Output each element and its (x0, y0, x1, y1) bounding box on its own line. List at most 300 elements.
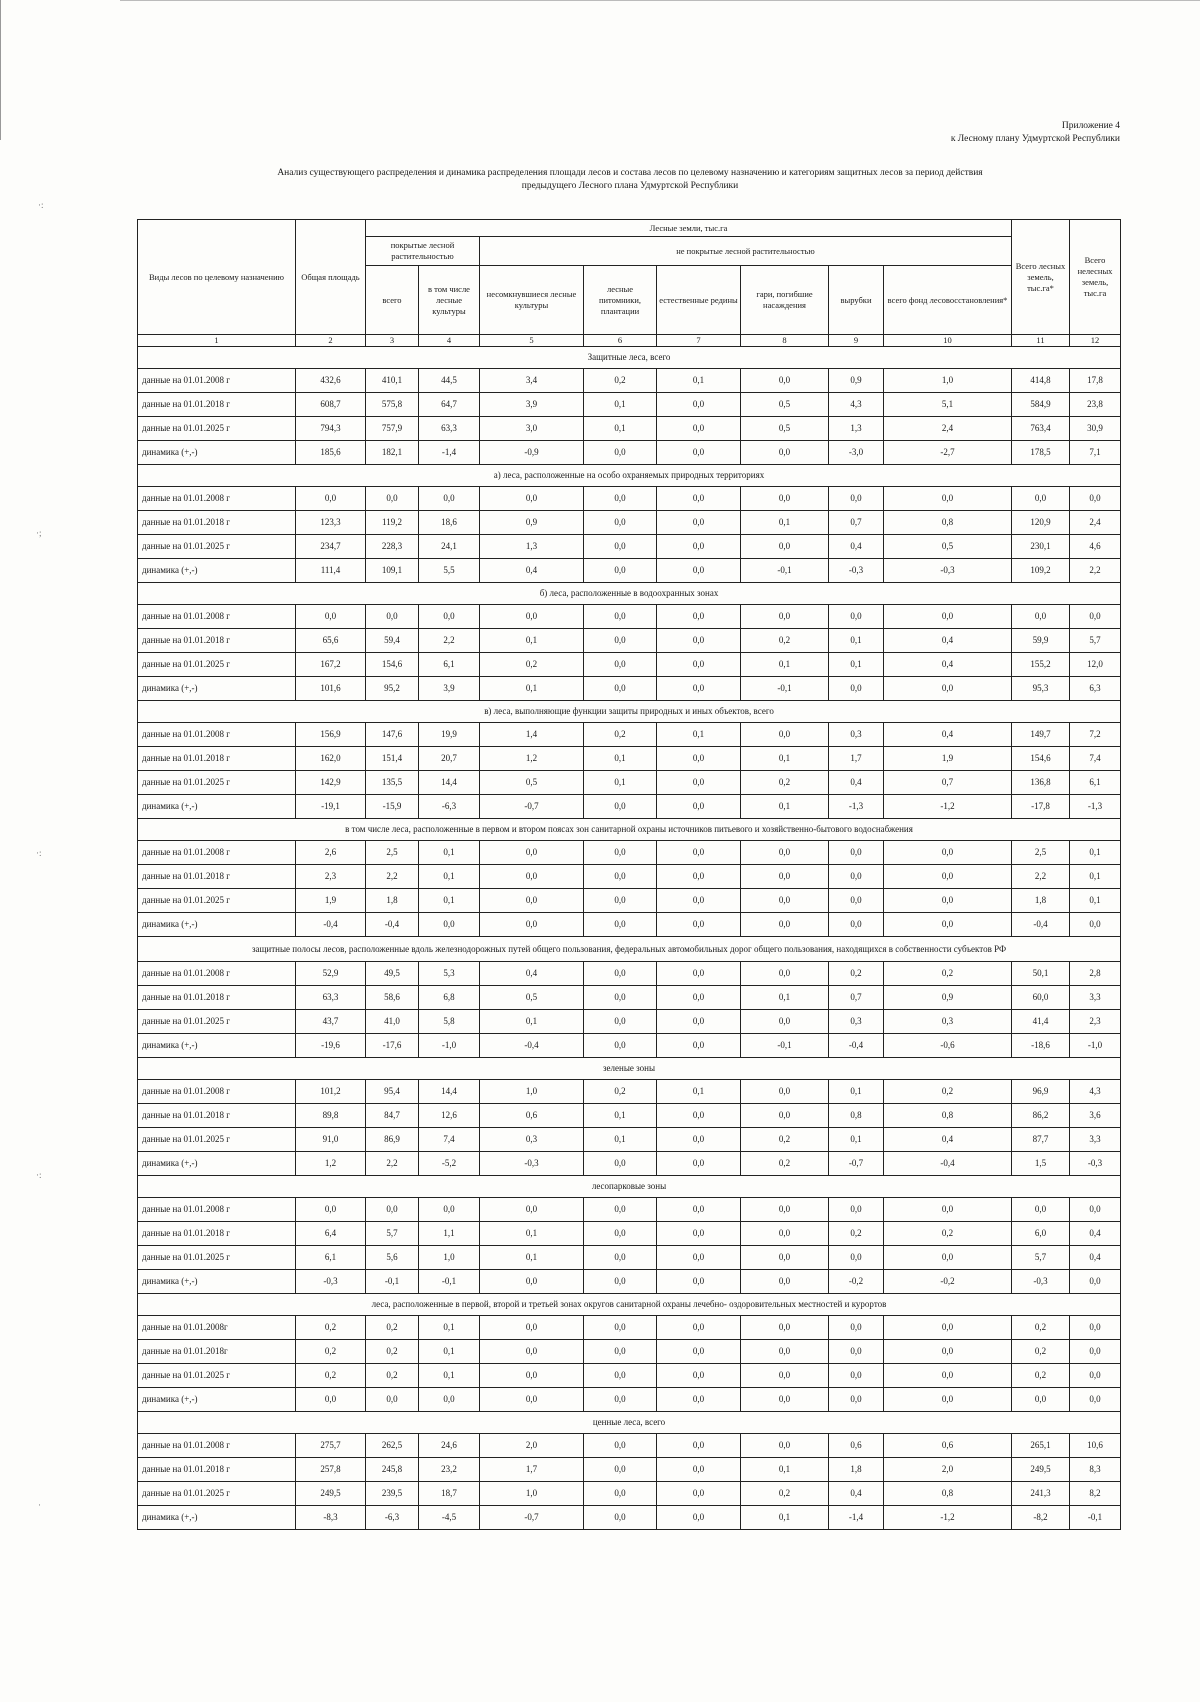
table-cell: 5,1 (884, 393, 1012, 417)
table-cell: 0,2 (1012, 1316, 1070, 1340)
table-cell: 1,4 (480, 723, 584, 747)
table-cell: 0,0 (657, 1010, 741, 1034)
table-cell: 14,4 (419, 1080, 480, 1104)
table-cell: 8,2 (1070, 1482, 1121, 1506)
table-cell: 0,0 (584, 795, 657, 819)
section-title: в) леса, выполняющие функции защиты природных и иных объектов, всего (138, 701, 1121, 723)
table-cell: 5,3 (419, 962, 480, 986)
table-cell: -0,2 (884, 1270, 1012, 1294)
row-label: данные на 01.01.2008 г (138, 723, 296, 747)
table-cell: 3,3 (1070, 986, 1121, 1010)
table-cell: 0,0 (829, 605, 884, 629)
table-cell: 6,1 (1070, 771, 1121, 795)
row-label: данные на 01.01.2025 г (138, 653, 296, 677)
appendix-line-1: Приложение 4 (1061, 121, 1120, 131)
table-cell: 0,0 (584, 1506, 657, 1530)
table-cell: 0,0 (480, 1270, 584, 1294)
column-number-row (138, 335, 1121, 347)
table-cell: -1,2 (884, 795, 1012, 819)
table-cell: 12,0 (1070, 653, 1121, 677)
table-cell: 0,0 (584, 1364, 657, 1388)
header-reforest-fund: всего фонд лесовосстановления* (884, 266, 1012, 335)
table-cell: 1,5 (1012, 1152, 1070, 1176)
table-cell: 0,0 (366, 605, 419, 629)
row-label: данные на 01.01.2008 г (138, 1080, 296, 1104)
table-cell: 0,1 (419, 1316, 480, 1340)
table-cell: 0,0 (657, 1270, 741, 1294)
section-header-row (138, 583, 1121, 605)
table-cell: 0,5 (480, 986, 584, 1010)
table-cell: 0,0 (657, 487, 741, 511)
row-label: динамика (+,-) (138, 677, 296, 701)
section-title: б) леса, расположенные в водоохранных зонах (138, 583, 1121, 605)
table-cell: 0,0 (657, 535, 741, 559)
table-cell: 0,4 (884, 653, 1012, 677)
row-label: данные на 01.01.2025 г (138, 1128, 296, 1152)
table-cell: 0,0 (1070, 487, 1121, 511)
table-cell: 0,0 (657, 1340, 741, 1364)
table-cell: 147,6 (366, 723, 419, 747)
table-cell: 0,1 (480, 1222, 584, 1246)
table-cell: 241,3 (1012, 1482, 1070, 1506)
table-cell: 0,0 (366, 487, 419, 511)
table-cell: 0,0 (584, 986, 657, 1010)
table-cell: 0,0 (584, 1316, 657, 1340)
table-cell: 0,0 (884, 913, 1012, 937)
table-cell: 0,2 (741, 1482, 829, 1506)
table-cell: 167,2 (296, 653, 366, 677)
table-cell: 0,0 (480, 1316, 584, 1340)
table-cell: 2,2 (1070, 559, 1121, 583)
section-title: зеленые зоны (138, 1058, 1121, 1080)
table-cell: 0,0 (657, 1198, 741, 1222)
table-cell: 0,0 (1070, 1270, 1121, 1294)
table-cell: 0,0 (741, 841, 829, 865)
table-cell: 0,2 (366, 1316, 419, 1340)
row-label: динамика (+,-) (138, 1152, 296, 1176)
table-cell: 0,0 (657, 441, 741, 465)
table-cell: -0,1 (741, 677, 829, 701)
table-cell: 0,0 (584, 1458, 657, 1482)
section-title: в том числе леса, расположенные в первом и втором поясах зон санитарной охраны источников питьевого и хозяйственно-бытового водоснабжения (138, 819, 1121, 841)
table-cell: 0,1 (1070, 889, 1121, 913)
table-cell: 0,1 (657, 723, 741, 747)
table-cell: 0,3 (829, 1010, 884, 1034)
table-cell: 0,2 (1012, 1340, 1070, 1364)
table-cell: 0,0 (657, 841, 741, 865)
table-cell: 0,6 (480, 1104, 584, 1128)
table-cell: 608,7 (296, 393, 366, 417)
table-cell: 91,0 (296, 1128, 366, 1152)
table-cell: 0,0 (657, 913, 741, 937)
table-cell: -0,3 (296, 1270, 366, 1294)
table-cell: -4,5 (419, 1506, 480, 1530)
table-cell: 0,0 (741, 1080, 829, 1104)
table-cell: 0,8 (884, 1104, 1012, 1128)
table-cell: 7,4 (419, 1128, 480, 1152)
table-cell: 3,4 (480, 369, 584, 393)
table-cell: 0,0 (584, 559, 657, 583)
table-cell: 2,4 (884, 417, 1012, 441)
table-cell: -0,4 (1012, 913, 1070, 937)
table-cell: 1,3 (480, 535, 584, 559)
table-cell: 0,1 (741, 986, 829, 1010)
row-label: данные на 01.01.2008г (138, 1316, 296, 1340)
table-cell: 4,3 (1070, 1080, 1121, 1104)
table-row (138, 605, 1121, 629)
table-cell: 239,5 (366, 1482, 419, 1506)
table-cell: -17,6 (366, 1034, 419, 1058)
table-row (138, 1340, 1121, 1364)
table-cell: 0,8 (829, 1104, 884, 1128)
table-cell: 0,0 (829, 677, 884, 701)
table-cell: 23,2 (419, 1458, 480, 1482)
row-label: данные на 01.01.2018 г (138, 747, 296, 771)
table-cell: 24,6 (419, 1434, 480, 1458)
table-cell: 0,0 (741, 369, 829, 393)
table-cell: 50,1 (1012, 962, 1070, 986)
table-cell: 0,0 (741, 1222, 829, 1246)
table-cell: 0,1 (480, 629, 584, 653)
table-row (138, 653, 1121, 677)
table-cell: 63,3 (296, 986, 366, 1010)
table-cell: 86,2 (1012, 1104, 1070, 1128)
table-cell: 763,4 (1012, 417, 1070, 441)
table-cell: 1,0 (884, 369, 1012, 393)
row-label: данные на 01.01.2008 г (138, 1434, 296, 1458)
table-cell: 757,9 (366, 417, 419, 441)
table-cell: 0,0 (657, 986, 741, 1010)
table-cell: 0,1 (419, 1364, 480, 1388)
table-cell: 95,4 (366, 1080, 419, 1104)
scan-speck: · (38, 1500, 41, 1510)
section-title: ценные леса, всего (138, 1412, 1121, 1434)
table-cell: 0,0 (829, 1364, 884, 1388)
table-cell: 0,1 (829, 1128, 884, 1152)
table-cell: 0,2 (366, 1364, 419, 1388)
table-cell: 0,0 (657, 771, 741, 795)
table-cell: 84,7 (366, 1104, 419, 1128)
table-cell: 0,0 (584, 1388, 657, 1412)
table-cell: 2,5 (1012, 841, 1070, 865)
table-cell: 52,9 (296, 962, 366, 986)
table-cell: 60,0 (1012, 986, 1070, 1010)
table-cell: -6,3 (419, 795, 480, 819)
column-number: 3 (366, 335, 419, 347)
row-label: динамика (+,-) (138, 441, 296, 465)
table-cell: 0,6 (829, 1434, 884, 1458)
header-unclosed: несомкнувшиеся лесные культуры (480, 266, 584, 335)
table-cell: 101,6 (296, 677, 366, 701)
table-cell: 0,0 (296, 1198, 366, 1222)
table-cell: 1,0 (480, 1482, 584, 1506)
column-number: 10 (884, 335, 1012, 347)
table-cell: 0,0 (584, 1434, 657, 1458)
table-cell: 2,2 (366, 1152, 419, 1176)
row-label: данные на 01.01.2018 г (138, 511, 296, 535)
column-number: 11 (1012, 335, 1070, 347)
table-cell: 1,0 (419, 1246, 480, 1270)
table-cell: 0,0 (741, 1340, 829, 1364)
table-cell: 3,6 (1070, 1104, 1121, 1128)
table-row (138, 487, 1121, 511)
table-cell: 136,8 (1012, 771, 1070, 795)
table-cell: 178,5 (1012, 441, 1070, 465)
column-number: 1 (138, 335, 296, 347)
row-label: данные на 01.01.2018 г (138, 1222, 296, 1246)
table-cell: 234,7 (296, 535, 366, 559)
header-total-nonforest: Всего нелесных земель, тыс.га (1070, 220, 1121, 335)
table-cell: 2,3 (296, 865, 366, 889)
table-cell: 0,2 (296, 1364, 366, 1388)
table-cell: 0,0 (657, 1104, 741, 1128)
section-title: Защитные леса, всего (138, 347, 1121, 369)
section-header-row (138, 937, 1121, 962)
section-header-row (138, 1058, 1121, 1080)
section-header-row (138, 819, 1121, 841)
table-cell: 0,0 (584, 1340, 657, 1364)
table-cell: 0,0 (1012, 1198, 1070, 1222)
table-cell: 154,6 (366, 653, 419, 677)
table-cell: 6,1 (296, 1246, 366, 1270)
table-cell: 149,7 (1012, 723, 1070, 747)
table-cell: 0,0 (657, 417, 741, 441)
table-row (138, 677, 1121, 701)
table-cell: 0,0 (657, 1034, 741, 1058)
table-row (138, 1080, 1121, 1104)
column-number: 9 (829, 335, 884, 347)
table-cell: 0,1 (480, 1010, 584, 1034)
table-cell: 0,0 (1012, 487, 1070, 511)
table-cell: 0,0 (584, 865, 657, 889)
table-cell: -0,4 (366, 913, 419, 937)
table-cell: 0,0 (657, 1458, 741, 1482)
table-cell: 0,0 (657, 865, 741, 889)
table-row (138, 795, 1121, 819)
column-number: 2 (296, 335, 366, 347)
table-cell: 0,4 (829, 1482, 884, 1506)
row-label: данные на 01.01.2018 г (138, 629, 296, 653)
table-cell: 0,2 (296, 1340, 366, 1364)
table-row (138, 393, 1121, 417)
table-cell: 123,3 (296, 511, 366, 535)
table-cell: 162,0 (296, 747, 366, 771)
table-cell: -0,7 (829, 1152, 884, 1176)
section-title: лесопарковые зоны (138, 1176, 1121, 1198)
table-cell: 65,6 (296, 629, 366, 653)
table-cell: 0,6 (884, 1434, 1012, 1458)
table-cell: 0,0 (1070, 605, 1121, 629)
table-row (138, 1388, 1121, 1412)
table-cell: 0,0 (657, 629, 741, 653)
page-top-edge-line (120, 0, 1200, 1)
table-cell: 0,8 (884, 1482, 1012, 1506)
section-header-row (138, 1176, 1121, 1198)
table-cell: 44,5 (419, 369, 480, 393)
table-cell: 0,0 (480, 1364, 584, 1388)
table-cell: 230,1 (1012, 535, 1070, 559)
column-number: 12 (1070, 335, 1121, 347)
table-cell: 6,0 (1012, 1222, 1070, 1246)
row-label: данные на 01.01.2025 г (138, 1246, 296, 1270)
table-cell: 0,0 (741, 913, 829, 937)
table-cell: 0,0 (584, 1034, 657, 1058)
table-cell: 0,2 (584, 1080, 657, 1104)
table-cell: 182,1 (366, 441, 419, 465)
column-number: 4 (419, 335, 480, 347)
table-cell: 3,9 (480, 393, 584, 417)
table-cell: 0,0 (480, 889, 584, 913)
table-cell: 0,0 (584, 441, 657, 465)
table-cell: 0,1 (1070, 865, 1121, 889)
row-label: данные на 01.01.2025 г (138, 1482, 296, 1506)
section-title: защитные полосы лесов, расположенные вдоль железнодорожных путей общего пользования, федеральных автомобильных дорог общего пользования, находящихся в собственности субъектов РФ (138, 937, 1121, 962)
table-cell: -1,3 (829, 795, 884, 819)
table-cell: 0,0 (657, 1388, 741, 1412)
table-cell: 109,2 (1012, 559, 1070, 583)
scan-speck: ·: (38, 200, 44, 210)
table-row (138, 535, 1121, 559)
table-cell: -0,1 (419, 1270, 480, 1294)
table-cell: 0,2 (1012, 1364, 1070, 1388)
table-cell: 0,4 (1070, 1222, 1121, 1246)
table-cell: 410,1 (366, 369, 419, 393)
table-cell: 0,0 (741, 723, 829, 747)
header-kinds: Виды лесов по целевому назначению (138, 220, 296, 335)
table-cell: 0,0 (584, 1198, 657, 1222)
table-cell: 1,7 (480, 1458, 584, 1482)
table-cell: 0,1 (741, 747, 829, 771)
table-cell: 0,9 (480, 511, 584, 535)
table-cell: -18,6 (1012, 1034, 1070, 1058)
table-cell: 0,0 (419, 1198, 480, 1222)
table-row (138, 986, 1121, 1010)
table-cell: 0,0 (584, 1482, 657, 1506)
table-cell: 0,0 (657, 1246, 741, 1270)
table-cell: 0,4 (829, 771, 884, 795)
table-cell: 135,5 (366, 771, 419, 795)
table-cell: 0,4 (884, 1128, 1012, 1152)
table-cell: 0,0 (584, 629, 657, 653)
table-cell: 0,4 (884, 723, 1012, 747)
header-forest-lands: Лесные земли, тыс.га (366, 220, 1012, 237)
table-cell: 64,7 (419, 393, 480, 417)
section-header-row (138, 1294, 1121, 1316)
row-label: данные на 01.01.2025 г (138, 417, 296, 441)
table-row (138, 1246, 1121, 1270)
scan-speck: ·; (36, 528, 42, 538)
table-cell: 0,0 (296, 1388, 366, 1412)
table-row (138, 865, 1121, 889)
table-cell: 2,0 (480, 1434, 584, 1458)
table-cell: 0,0 (657, 511, 741, 535)
table-cell: 0,1 (419, 865, 480, 889)
table-cell: 0,0 (584, 962, 657, 986)
table-cell: 0,4 (480, 559, 584, 583)
table-cell: 5,8 (419, 1010, 480, 1034)
table-row (138, 1104, 1121, 1128)
table-cell: -0,3 (829, 559, 884, 583)
table-cell: -5,2 (419, 1152, 480, 1176)
table-cell: 155,2 (1012, 653, 1070, 677)
table-cell: 0,0 (1070, 1364, 1121, 1388)
table-cell: -0,9 (480, 441, 584, 465)
scan-margin-line (0, 0, 1, 140)
table-cell: 0,8 (884, 511, 1012, 535)
table-row (138, 369, 1121, 393)
table-cell: 0,0 (584, 1010, 657, 1034)
table-cell: 0,0 (1070, 1340, 1121, 1364)
table-cell: 63,3 (419, 417, 480, 441)
table-cell: 5,6 (366, 1246, 419, 1270)
table-row (138, 1152, 1121, 1176)
table-cell: 0,9 (829, 369, 884, 393)
table-row (138, 511, 1121, 535)
table-cell: 0,0 (829, 1388, 884, 1412)
column-number: 6 (584, 335, 657, 347)
table-cell: 0,5 (480, 771, 584, 795)
table-cell: 0,0 (741, 535, 829, 559)
scan-speck: ·: (36, 848, 42, 858)
table-cell: 10,6 (1070, 1434, 1121, 1458)
table-cell: 0,0 (829, 913, 884, 937)
table-cell: 18,7 (419, 1482, 480, 1506)
table-cell: 0,0 (419, 487, 480, 511)
table-cell: -6,3 (366, 1506, 419, 1530)
table-cell: 0,2 (829, 962, 884, 986)
table-cell: -8,3 (296, 1506, 366, 1530)
table-cell: 120,9 (1012, 511, 1070, 535)
table-row (138, 1270, 1121, 1294)
table-cell: 5,7 (1012, 1246, 1070, 1270)
table-cell: 1,8 (1012, 889, 1070, 913)
table-cell: -19,1 (296, 795, 366, 819)
table-cell: 0,2 (296, 1316, 366, 1340)
table-cell: 96,9 (1012, 1080, 1070, 1104)
table-cell: 0,1 (829, 629, 884, 653)
table-cell: 2,8 (1070, 962, 1121, 986)
header-clearings: вырубки (829, 266, 884, 335)
row-label: данные на 01.01.2008 г (138, 369, 296, 393)
table-cell: -17,8 (1012, 795, 1070, 819)
column-number: 7 (657, 335, 741, 347)
table-cell: 0,1 (741, 653, 829, 677)
table-cell: 156,9 (296, 723, 366, 747)
table-cell: 0,0 (480, 913, 584, 937)
table-cell: -0,6 (884, 1034, 1012, 1058)
table-cell: 0,0 (884, 677, 1012, 701)
header-total-forest: Всего лесных земель, тыс.га* (1012, 220, 1070, 335)
table-cell: 0,0 (741, 865, 829, 889)
table-cell: 0,5 (741, 417, 829, 441)
table-cell: 0,0 (584, 535, 657, 559)
table-cell: 275,7 (296, 1434, 366, 1458)
table-cell: 0,0 (419, 1388, 480, 1412)
table-cell: 89,8 (296, 1104, 366, 1128)
table-cell: 0,0 (584, 1270, 657, 1294)
table-cell: 0,7 (884, 771, 1012, 795)
table-cell: 6,4 (296, 1222, 366, 1246)
table-cell: 0,0 (741, 1364, 829, 1388)
table-cell: 0,0 (657, 1128, 741, 1152)
table-cell: 0,0 (584, 1222, 657, 1246)
table-cell: 414,8 (1012, 369, 1070, 393)
table-cell: 1,8 (366, 889, 419, 913)
table-cell: 0,0 (884, 1316, 1012, 1340)
table-cell: 0,0 (884, 1198, 1012, 1222)
table-cell: 0,0 (829, 841, 884, 865)
table-cell: -1,3 (1070, 795, 1121, 819)
